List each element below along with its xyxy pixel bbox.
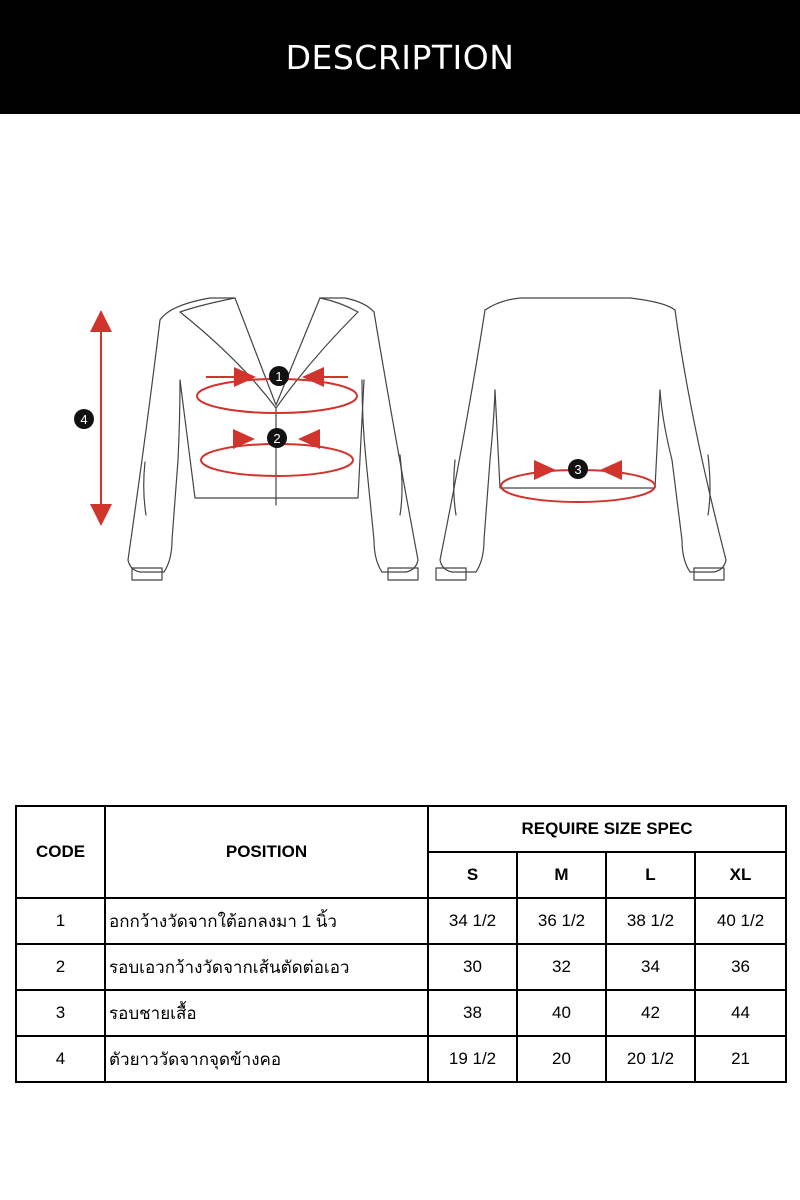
row-value-xl: 36 — [695, 944, 786, 990]
row-value-l: 20 1/2 — [606, 1036, 695, 1082]
row-code: 4 — [16, 1036, 105, 1082]
table-row — [16, 1036, 786, 1082]
measurement-2-waist — [201, 428, 353, 476]
row-value-m: 36 1/2 — [517, 898, 606, 944]
size-header-l: L — [606, 852, 695, 898]
marker-label: 2 — [273, 431, 281, 446]
row-value-m: 32 — [517, 944, 606, 990]
row-value-s: 19 1/2 — [428, 1036, 517, 1082]
garment-measurement-diagram — [0, 270, 800, 600]
row-value-m: 40 — [517, 990, 606, 1036]
table-row — [16, 990, 786, 1036]
row-value-xl: 44 — [695, 990, 786, 1036]
page-title: DESCRIPTION — [285, 37, 515, 77]
measurement-3-hem — [501, 459, 655, 502]
size-spec-table — [15, 805, 787, 1083]
row-value-l: 42 — [606, 990, 695, 1036]
row-position: อกกว้างวัดจากใต้อกลงมา 1 นิ้ว — [105, 898, 428, 944]
marker-label: 3 — [574, 462, 582, 477]
row-code: 1 — [16, 898, 105, 944]
arrow-up-icon — [90, 310, 112, 332]
page-header — [0, 0, 800, 114]
marker-label: 4 — [80, 412, 88, 427]
spec-header: REQUIRE SIZE SPEC — [428, 806, 786, 852]
back-view-illustration — [436, 298, 726, 580]
table-row — [16, 944, 786, 990]
position-header: POSITION — [105, 806, 428, 898]
code-header: CODE — [16, 806, 105, 898]
row-position: รอบเอวกว้างวัดจากเส้นตัดต่อเอว — [105, 944, 428, 990]
arrow-down-icon — [90, 504, 112, 526]
size-header-m: M — [517, 852, 606, 898]
waist-loop — [201, 444, 353, 476]
row-position: รอบชายเสื้อ — [105, 990, 428, 1036]
row-value-m: 20 — [517, 1036, 606, 1082]
row-value-l: 38 1/2 — [606, 898, 695, 944]
marker-label: 1 — [275, 369, 283, 384]
row-value-xl: 40 1/2 — [695, 898, 786, 944]
arrow-right-icon — [534, 460, 556, 480]
table-row — [16, 898, 786, 944]
row-position: ตัวยาววัดจากจุดข้างคอ — [105, 1036, 428, 1082]
row-value-xl: 21 — [695, 1036, 786, 1082]
row-value-s: 34 1/2 — [428, 898, 517, 944]
row-value-s: 38 — [428, 990, 517, 1036]
row-value-s: 30 — [428, 944, 517, 990]
row-code: 2 — [16, 944, 105, 990]
arrow-right-icon — [234, 367, 256, 387]
row-code: 3 — [16, 990, 105, 1036]
size-header-s: S — [428, 852, 517, 898]
table-header-row — [16, 806, 786, 852]
measurement-4-length — [74, 310, 112, 526]
arrow-left-icon — [600, 460, 622, 480]
row-value-l: 34 — [606, 944, 695, 990]
size-header-xl: XL — [695, 852, 786, 898]
